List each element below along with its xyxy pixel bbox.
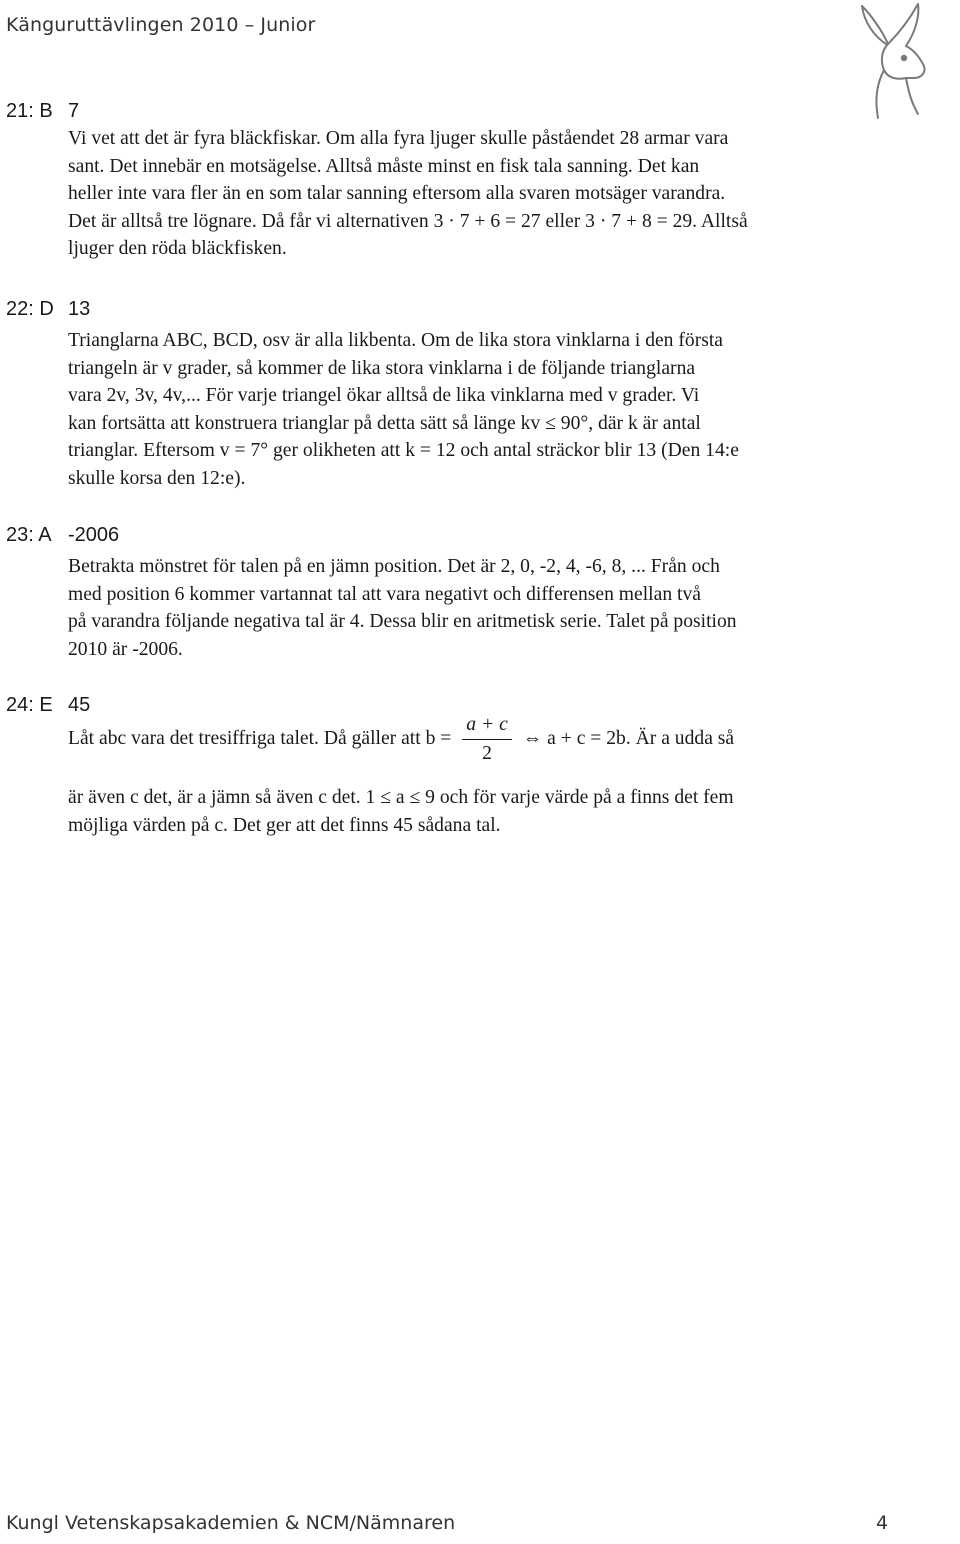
fraction-denominator: 2 <box>482 743 492 764</box>
text-line: vara 2v, 3v, 4v,... För varje triangel ökar alltså de lika vinklarna med v grader. Vi <box>68 385 700 407</box>
text-line: Det är alltså tre lögnare. Då får vi alternativen 3 · 7 + 6 = 27 eller 3 · 7 + 8 = 29. Alltså <box>68 210 748 232</box>
item-number: 24: E <box>6 694 53 716</box>
text-line: trianglar. Eftersom v = 7° ger olikheten att k = 12 och antal sträckor blir 13 (Den 14:e <box>68 440 739 462</box>
text-line: är även c det, är a jämn så även c det. 1 ≤ a ≤ 9 och för varje värde på a finns det fem <box>68 787 734 808</box>
text-line: möjliga värden på c. Det ger att det finns 45 sådana tal. <box>68 814 501 836</box>
text-line: ljuger den röda bläckfisken. <box>68 238 287 260</box>
text-line: kan fortsätta att konstruera trianglar på detta sätt så länge kv ≤ 90°, där k är antal <box>68 412 701 434</box>
text-line: sant. Det innebär en motsägelse. Alltså måste minst en fisk tala sanning. Det kan <box>68 155 700 177</box>
text-line: Trianglarna ABC, BCD, osv är alla likbenta. Om de lika stora vinklarna i den första <box>68 330 723 351</box>
formula-pre-text: Låt abc vara det tresiffriga talet. Då gäller att b = <box>68 728 452 749</box>
item-explanation <box>68 784 888 839</box>
text-line: triangeln är v grader, så kommer de lika stora vinklarna i de följande trianglarna <box>68 357 696 379</box>
text-line: heller inte vara fler än en som talar sanning eftersom alla svaren motsäger varandra. <box>68 183 726 205</box>
fraction <box>462 714 512 765</box>
footer-publisher: Kungl Vetenskapsakademien & NCM/Nämnaren <box>6 1512 456 1534</box>
item-explanation <box>68 125 888 263</box>
item-answer: -2006 <box>68 524 120 546</box>
formula-line <box>68 714 734 765</box>
item-number: 22: D <box>6 298 54 320</box>
item-answer: 45 <box>68 694 91 716</box>
text-line: Vi vet att det är fyra bläckfiskar. Om alla fyra ljuger skulle påståendet 28 armar vara <box>68 128 729 149</box>
item-answer: 13 <box>68 298 91 320</box>
item-answer: 7 <box>68 100 80 122</box>
item-explanation <box>68 327 888 493</box>
text-line: på varandra följande negativa tal är 4. Dessa blir en aritmetisk serie. Talet på position <box>68 611 737 633</box>
text-line: med position 6 kommer vartannat tal att vara negativt och differensen mellan två <box>68 583 701 605</box>
item-number: 21: B <box>6 100 53 122</box>
fraction-numerator: a + c <box>462 714 512 740</box>
item-number: 23: A <box>6 524 52 546</box>
text-line: skulle korsa den 12:e). <box>68 467 246 489</box>
page-header-title: Känguruttävlingen 2010 – Junior <box>6 14 316 36</box>
item-explanation <box>68 553 888 663</box>
text-line: Betrakta mönstret för talen på en jämn position. Det är 2, 0, -2, 4, -6, 8, ... Från och <box>68 556 720 577</box>
page-number: 4 <box>876 1512 889 1534</box>
formula-post-text: ⇔ a + c = 2b. Är a udda så <box>522 728 735 749</box>
kangaroo-logo-icon <box>848 0 958 122</box>
text-line: 2010 är -2006. <box>68 638 183 660</box>
